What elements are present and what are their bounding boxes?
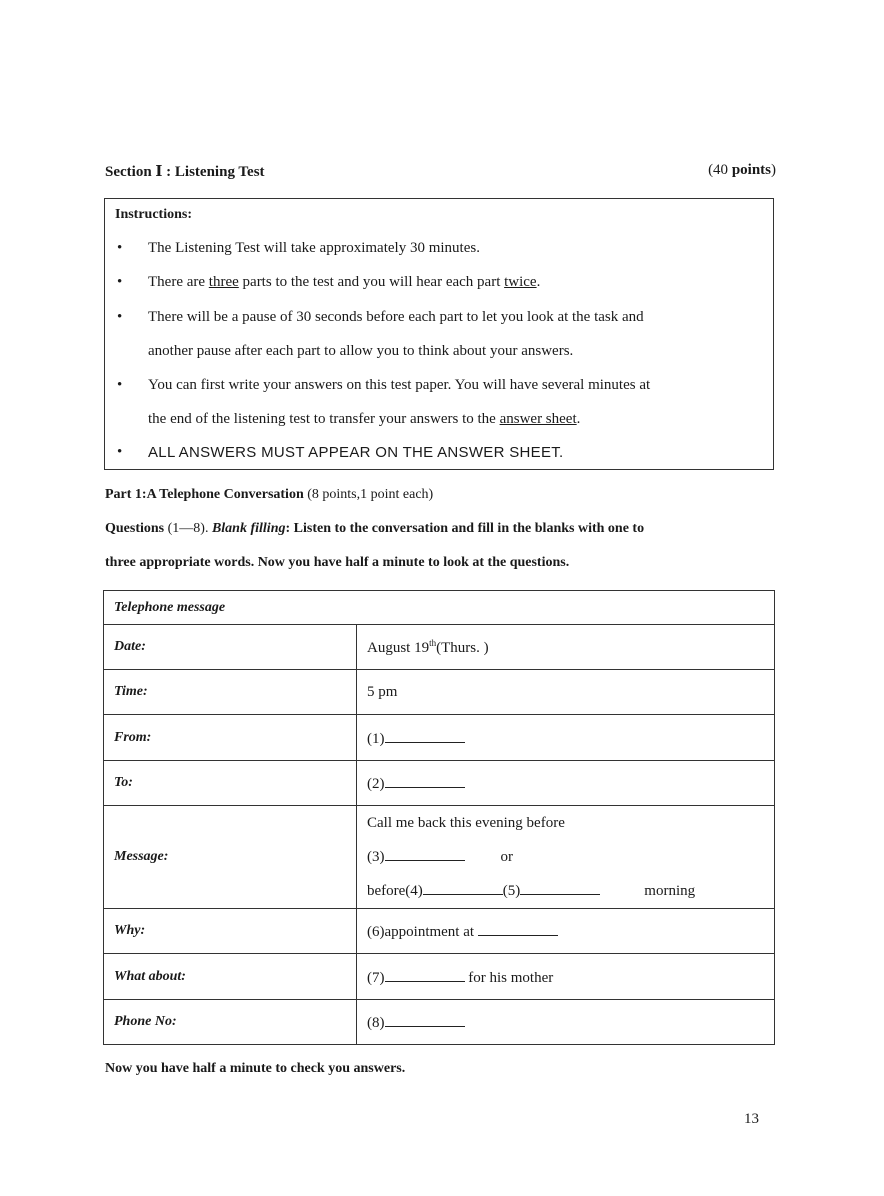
instruction-5: ALL ANSWERS MUST APPEAR ON THE ANSWER SHEET.: [148, 444, 564, 461]
ordinal-suffix: th: [429, 637, 437, 648]
table-row: [104, 954, 775, 1000]
blank-number: (5): [502, 883, 521, 899]
blank-line: [478, 921, 558, 936]
instructions-title: Instructions:: [115, 207, 193, 222]
instruction-2: [148, 274, 768, 291]
table-row: [104, 909, 775, 954]
message-label: Message:: [104, 806, 357, 909]
blank-number: (7): [367, 969, 385, 986]
text-morning: morning: [644, 883, 696, 899]
part1-heading: [105, 487, 433, 503]
blank-number: before(4): [367, 883, 423, 899]
message-line-2: [367, 840, 774, 874]
time-label: Time:: [104, 670, 357, 715]
section-heading: [105, 162, 776, 181]
date-label: Date:: [104, 625, 357, 670]
blank-number: (8): [367, 1015, 385, 1031]
instruction-3-line-2: another pause after each part to allow you to think about your answers.: [148, 343, 574, 359]
blank-line: [385, 967, 465, 982]
table-row: [104, 715, 775, 761]
text: parts to the test and you will hear each part: [238, 274, 505, 290]
blank-number: (1): [367, 730, 385, 747]
text: : Listen to the conversation and fill in the blanks with one to: [285, 521, 645, 536]
questions-line-2: three appropriate words. Now you have half a minute to look at the questions.: [105, 555, 570, 570]
blank-line: [423, 880, 503, 895]
instruction-4-line-2: [148, 411, 768, 428]
time-value: 5 pm: [357, 670, 775, 715]
points-open: (40: [708, 162, 732, 178]
bullet-icon: •: [117, 274, 123, 290]
phone-value: [357, 1000, 775, 1045]
message-line-1: Call me back this evening before: [367, 815, 565, 831]
to-label: To:: [104, 761, 357, 806]
blank-line: [520, 880, 600, 895]
instructions-box: [104, 198, 774, 470]
message-value: [357, 806, 775, 909]
why-label: Why:: [104, 909, 357, 954]
date-value: [357, 625, 775, 670]
underlined-twice: twice: [504, 274, 537, 290]
what-about-label: What about:: [104, 954, 357, 1000]
from-value: [357, 715, 775, 761]
points-close: ): [771, 162, 776, 178]
table-row: [104, 1000, 775, 1045]
check-answers-note: Now you have half a minute to check you answers.: [105, 1061, 406, 1076]
text-or: or: [500, 849, 513, 865]
page-number: 13: [744, 1111, 759, 1127]
underlined-three: three: [208, 274, 239, 290]
table-row: [104, 670, 775, 715]
part1-title: Part 1:A Telephone Conversation: [105, 487, 308, 502]
text: (6)appointment at: [367, 924, 478, 940]
phone-label: Phone No:: [104, 1000, 357, 1045]
table-row: [104, 591, 775, 625]
points-word: points: [731, 162, 771, 178]
bullet-icon: •: [117, 377, 123, 393]
section-points: [708, 162, 776, 179]
text: August 19: [367, 639, 430, 656]
to-value: [357, 761, 775, 806]
question-range: (1—8).: [167, 521, 212, 536]
instruction-1: The Listening Test will take approximately 30 minutes.: [148, 240, 480, 256]
questions-line-1: [105, 521, 644, 537]
text: Questions: [105, 521, 168, 536]
instruction-4-line-1: You can first write your answers on this test paper. You will have several minutes at: [148, 377, 651, 393]
bullet-icon: •: [117, 309, 123, 325]
table-row: [104, 806, 775, 909]
why-value: [357, 909, 775, 954]
instruction-3-line-1: There will be a pause of 30 seconds before each part to let you look at the task and: [148, 309, 644, 325]
text: (Thurs. ): [436, 639, 489, 656]
blank-line: [385, 1012, 465, 1027]
table-row: [104, 625, 775, 670]
what-about-value: [357, 954, 775, 1000]
text: There are: [148, 274, 209, 290]
bullet-icon: •: [117, 444, 123, 460]
blank-line: [385, 846, 465, 861]
section-title: Section Ⅰ : Listening Test: [105, 164, 265, 180]
table-row: [104, 761, 775, 806]
task-type: Blank filling: [211, 521, 286, 536]
table-header: Telephone message: [104, 591, 775, 625]
part1-points: (8 points,1 point each): [307, 487, 434, 502]
blank-number: (3): [367, 849, 385, 865]
text: for his mother: [464, 969, 554, 986]
message-line-3: [367, 874, 774, 908]
bullet-icon: •: [117, 240, 123, 256]
underlined-answer-sheet: answer sheet: [499, 411, 577, 427]
telephone-message-table: [103, 590, 775, 1045]
text: the end of the listening test to transfer your answers to the: [148, 411, 500, 427]
text: .: [536, 274, 541, 290]
blank-line: [385, 773, 465, 788]
text: .: [576, 411, 581, 427]
blank-number: (2): [367, 776, 385, 792]
blank-line: [385, 728, 465, 743]
from-label: From:: [104, 715, 357, 761]
